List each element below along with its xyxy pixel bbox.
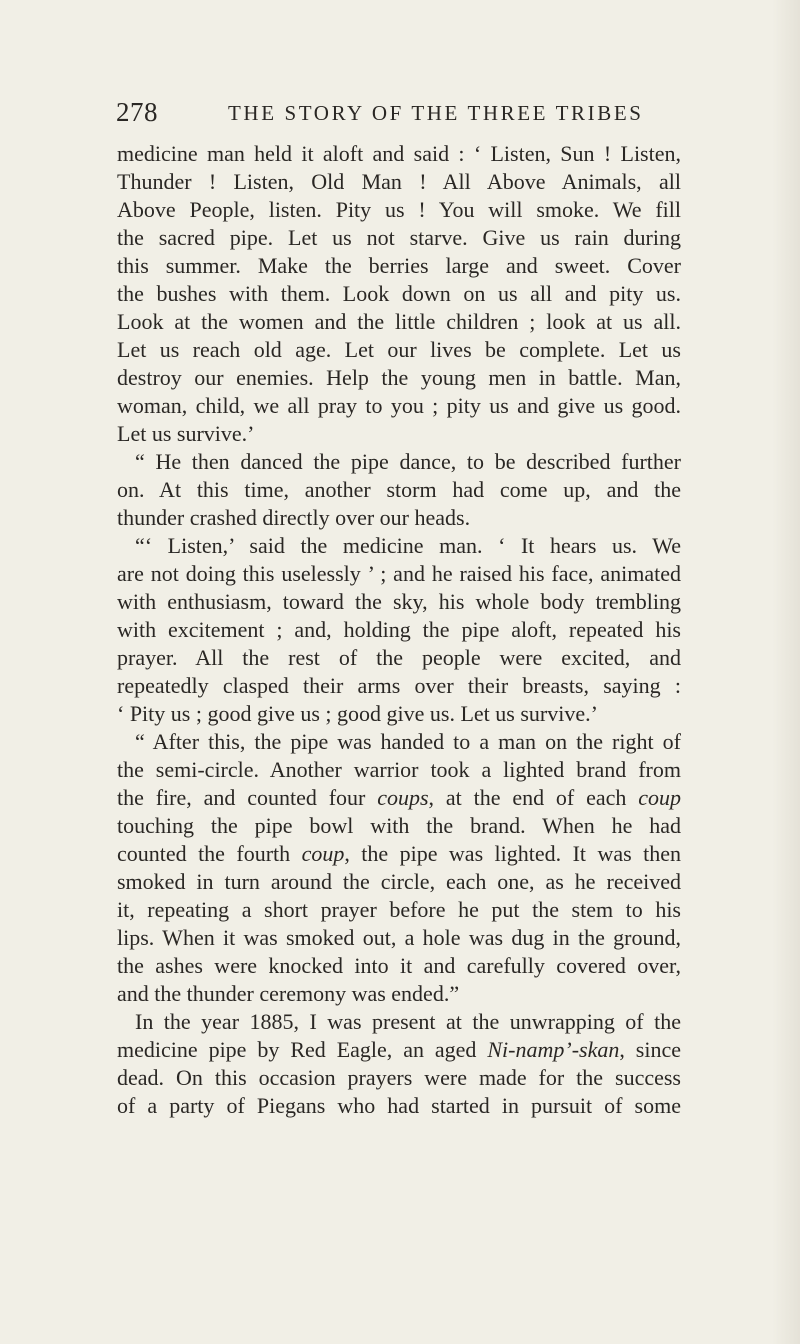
- text-line: medicine man held it aloft and said : ‘ Listen, Sun ! Listen,: [117, 141, 681, 166]
- text-line: destroy our enemies. Help the young men in battle. Man,: [117, 365, 681, 390]
- text-line: are not doing this uselessly ’ ; and he raised his face, animated: [117, 561, 681, 586]
- text-line: ‘ Pity us ; good give us ; good give us. Let us survive.’: [117, 701, 598, 726]
- text-line: [117, 784, 681, 812]
- text-run: , the pipe was lighted. It was then: [344, 841, 681, 866]
- italic-term: coups: [377, 785, 429, 810]
- text-run: , at the end of each: [428, 785, 639, 810]
- italic-term: Ni-namp’-skan: [487, 1037, 620, 1062]
- text-run: medicine pipe by Red Eagle, an aged: [117, 1037, 488, 1062]
- text-line: Thunder ! Listen, Old Man ! All Above Animals, all: [117, 169, 681, 194]
- text-line: [117, 840, 681, 868]
- running-title: THE STORY OF THE THREE TRIBES: [228, 101, 644, 125]
- text-line: Let us reach old age. Let our lives be complete. Let us: [117, 337, 681, 362]
- text-line: lips. When it was smoked out, a hole was dug in the ground,: [117, 925, 681, 950]
- running-head: [0, 0, 800, 140]
- page-edge-shadow: [772, 0, 800, 1344]
- text-line: thunder crashed directly over our heads.: [117, 505, 471, 530]
- body-text: [117, 140, 681, 1120]
- text-line: Look at the women and the little children ; look at us all.: [117, 309, 681, 334]
- text-line: the semi-circle. Another warrior took a lighted brand from: [117, 757, 681, 782]
- text-line: with excitement ; and, holding the pipe aloft, repeated his: [117, 617, 681, 642]
- text-line: “‘ Listen,’ said the medicine man. ‘ It hears us. We: [135, 533, 681, 558]
- text-line: repeatedly clasped their arms over their breasts, saying :: [117, 673, 681, 698]
- text-line: prayer. All the rest of the people were excited, and: [117, 645, 681, 670]
- text-line: Above People, listen. Pity us ! You will smoke. We fill: [117, 197, 681, 222]
- text-line: on. At this time, another storm had come up, and the: [117, 477, 681, 502]
- text-line: it, repeating a short prayer before he put the stem to his: [117, 897, 681, 922]
- italic-term: coup: [638, 785, 682, 810]
- text-line: this summer. Make the berries large and sweet. Cover: [117, 253, 681, 278]
- text-line: dead. On this occasion prayers were made for the success: [117, 1065, 681, 1090]
- text-line: smoked in turn around the circle, each one, as he received: [117, 869, 681, 894]
- text-line: “ After this, the pipe was handed to a man on the right of: [135, 729, 681, 754]
- text-run: , since: [619, 1037, 681, 1062]
- text-line: [117, 1036, 681, 1064]
- text-run: counted the fourth: [117, 841, 302, 866]
- text-line: woman, child, we all pray to you ; pity us and give us good.: [117, 393, 681, 418]
- text-line: the sacred pipe. Let us not starve. Give us rain during: [117, 225, 681, 250]
- text-line: the ashes were knocked into it and carefully covered over,: [117, 953, 681, 978]
- italic-term: coup: [301, 841, 345, 866]
- text-line: of a party of Piegans who had started in pursuit of some: [117, 1093, 681, 1118]
- text-run: the fire, and counted four: [117, 785, 378, 810]
- text-line: touching the pipe bowl with the brand. When he had: [117, 813, 681, 838]
- text-line: with enthusiasm, toward the sky, his whole body trembling: [117, 589, 681, 614]
- text-line: the bushes with them. Look down on us all and pity us.: [117, 281, 681, 306]
- text-line: Let us survive.’: [117, 421, 255, 446]
- page-number: 278: [116, 97, 158, 127]
- text-line: and the thunder ceremony was ended.”: [117, 981, 460, 1006]
- text-line: “ He then danced the pipe dance, to be described further: [135, 449, 681, 474]
- text-line: In the year 1885, I was present at the unwrapping of the: [135, 1009, 681, 1034]
